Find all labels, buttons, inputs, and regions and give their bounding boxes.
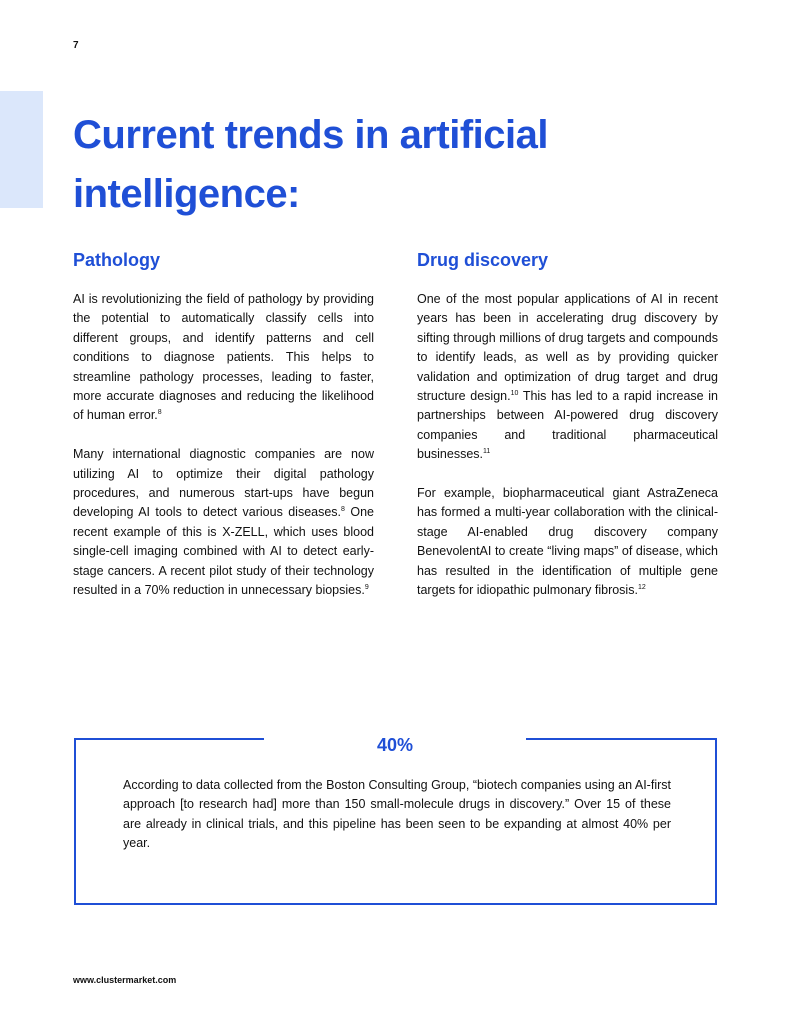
footnote-ref: 9	[364, 583, 369, 591]
stat-box-top-border-right	[526, 738, 717, 740]
page-title: Current trends in artificial intelligence:	[73, 113, 548, 216]
stat-description: According to data collected from the Boston Consulting Group, “biotech companies using an AI-first approach [to research had] more than 150 small-molecule drugs in discovery.” Over 15 of these are already in clinical trials, and this pipeline has been seen to be expanding at almost 40% per year.	[123, 778, 671, 851]
footnote-ref: 8	[157, 409, 162, 417]
side-accent-panel	[0, 91, 43, 208]
drug-discovery-paragraph-2: For example, biopharmaceutical giant AstraZeneca has formed a multi-year collaboration with the clinical-stage AI-enabled drug discovery company BenevolentAI to create “living maps” of disease, which has resulted in the identification of multiple gene targets for idiopathic pulmonary fibrosis.$^{12}$	[417, 486, 718, 598]
drug-discovery-heading: Drug discovery	[417, 250, 549, 270]
footnote-ref: 8	[341, 506, 345, 514]
drug-discovery-paragraph-1: One of the most popular applications of AI in recent years has been in accelerating drug discovery by sifting through millions of drug targets and compounds to identify leads, as well as by providing quicker validation and optimization of drug target and drug structure design.$^{10}$ This has led to a rapid increase in partnerships between AI-powered drug discovery companies and traditional pharmaceutical businesses.$^{11}$	[417, 292, 718, 462]
pathology-column	[73, 290, 374, 600]
page-number: 7	[73, 40, 79, 51]
pathology-heading: Pathology	[73, 250, 161, 270]
stat-value: 40%	[376, 735, 414, 755]
stat-box-top-border-left	[74, 738, 264, 740]
pathology-paragraph-2: Many international diagnostic companies are now utilizing AI to optimize their digital pathology procedures, and numerous start-ups have begun developing AI tools to detect various diseases.$^8$ One recent example of this is X-ZELL, which uses blood single-cell imaging combined with AI to detect early-stage cancers. A recent pilot study of their technology resulted in a 70% reduction in unnecessary biopsies.$^9$	[73, 447, 374, 598]
footnote-ref: 12	[637, 583, 646, 591]
footer-url: www.clustermarket.com	[73, 975, 177, 985]
footnote-ref: 11	[483, 448, 491, 456]
drug-discovery-column	[417, 290, 718, 600]
footnote-ref: 10	[510, 389, 519, 397]
pathology-paragraph-1: AI is revolutionizing the field of pathology by providing the potential to automatically classify cells into different groups, and identify patterns and cell conditions to diagnose patients. This helps to streamline pathology processes, leading to faster, more accurate diagnoses and reducing the likelihood of human error.$^8$	[73, 292, 374, 423]
